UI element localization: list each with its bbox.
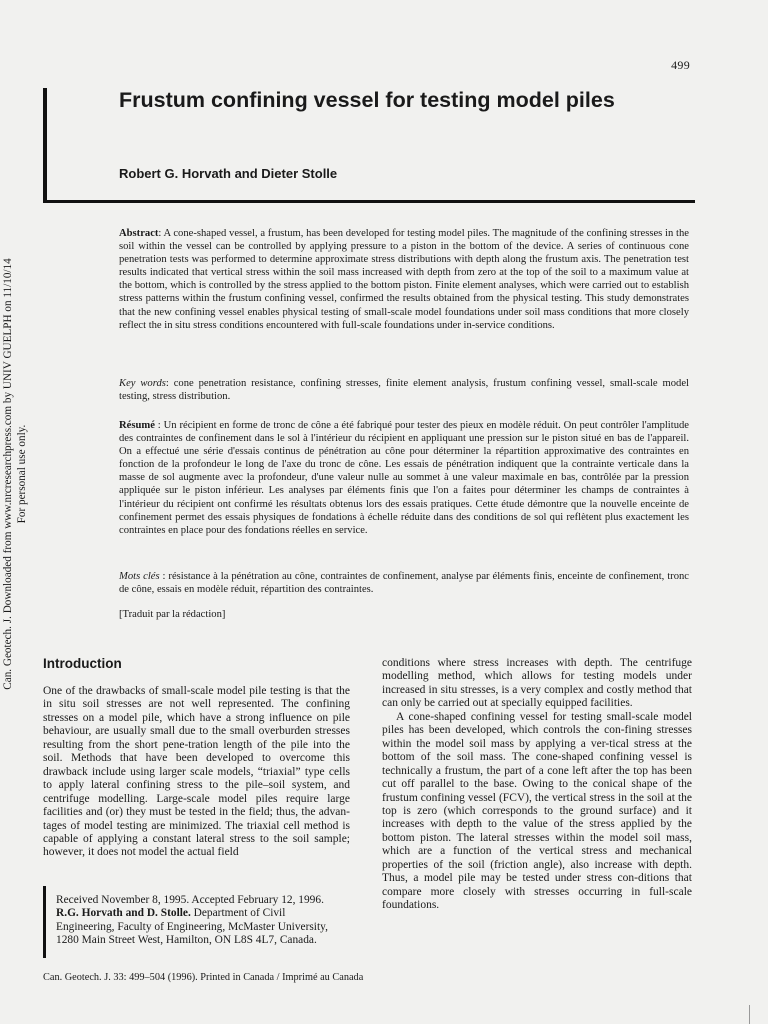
affiliation-line2: Engineering, Faculty of Engineering, McMaster University, bbox=[56, 920, 328, 933]
intro-paragraph-1: One of the drawbacks of small-scale model pile testing is that the in situ soil stresses are not well represented. The confining stresses on a model pile, which have a strong influence on pile behaviour, are usually small due to the small overburden stresses resulting from the short pene-tration length of the pile into the soil. Methods that have been developed to overcome this drawback include using larger scale models, “triaxial” type cells to apply lateral confining stress to the pile–soil system, and centrifuge modelling. Large-scale model piles require large facilities and (or) they must be tested in the field; thus, the advan-tages of model testing are minimized. The triaxial cell method is capable of applying a constant lateral stress to the soil sample; however, it does not model the actual field bbox=[43, 685, 350, 859]
affiliation-names: R.G. Horvath and D. Stolle. bbox=[56, 907, 191, 920]
received-dates: Received November 8, 1995. Accepted February 12, 1996. bbox=[56, 894, 324, 906]
journal-reference: Can. Geotech. J. 33: 499–504 (1996). Printed in Canada / Imprimé au Canada bbox=[43, 972, 364, 983]
abstract bbox=[119, 227, 689, 332]
download-notice-line1: Can. Geotech. J. Downloaded from www.nrcresearchpress.com by UNIV GUELPH on 11/10/14 bbox=[2, 258, 14, 690]
download-notice bbox=[1, 244, 29, 704]
article-title: Frustum confining vessel for testing model piles bbox=[119, 88, 615, 112]
intro-right-column bbox=[382, 657, 692, 913]
keywords-text: : cone penetration resistance, confining stresses, finite element analysis, frustum confining vessel, small-scale model testing, stress distribution. bbox=[119, 378, 689, 403]
resume bbox=[119, 419, 689, 537]
keywords-label: Key words bbox=[119, 378, 166, 389]
affiliation-line3: 1280 Main Street West, Hamilton, ON L8S 4L7, Canada. bbox=[56, 933, 317, 946]
page-edge-mark bbox=[749, 1005, 750, 1024]
mots-cles-label: Mots clés bbox=[119, 571, 160, 582]
resume-label: Résumé bbox=[119, 420, 155, 431]
footnote-rule bbox=[43, 886, 46, 958]
author-affiliation bbox=[56, 907, 356, 920]
mots-cles bbox=[119, 570, 689, 596]
intro-left-column bbox=[43, 685, 350, 860]
intro-paragraph-3: A cone-shaped confining vessel for testing small-scale model piles has been developed, which controls the con-fining stresses within the model soil mass by applying a ver-tical stress at the bottom of the soil mass. The cone-shaped confining vessel is technically a frustum, the part of a cone left after the top has been cut off parallel to the base. Owing to the conical shape of the frustum confining vessel (FCV), the vertical stress in the soil at the top is zero (which corresponds to the ground surface) and it increases with depth to the value of the stress applied by the bottom piston. The lateral stresses within the model soil mass, which are a function of the vertical stress and mechanical properties of the soil (friction angle), also increase with depth. Thus, a model pile may be tested under stress con-ditions that compare more closely with stresses occurring in full-scale foundations. bbox=[382, 710, 692, 912]
affiliation-line1: Department of Civil bbox=[190, 907, 286, 920]
intro-paragraph-2: conditions where stress increases with depth. The centrifuge modelling method, which allows for testing models under increased in situ stresses, is a very complex and costly method that can only be carried out at specially equipped facilities. bbox=[382, 657, 692, 710]
resume-text: : Un récipient en forme de tronc de cône a été fabriqué pour tester des pieux en modèle réduit. On peut contrôler l'amplitude des contraintes de confinement dans le sol à l'intérieur du récipient en appliquant une pression sur le piston situé en bas de l'appareil. On a effectué une série d'essais continus de pénétration au cône pour déterminer la répartition approximative des contraintes en fonction de la profondeur le long de l'axe du tronc de cône. Les essais de pénétration indiquent que la contrainte verticale dans la masse de sol augmente avec la profondeur, d'une valeur nulle au sommet à une valeur maximale en bas, contrôlée par la pression appliquée sur le piston inférieur. Les analyses par éléments finis que l'on a faites pour déterminer les champs de contraintes à l'intérieur du récipient ont confirmé les résultats obtenus lors des essais pratiques. Cette étude démontre que la nouvelle enceinte de confinement permet des essais physiques de fondations à échelle réduite dans des conditions de sol qui reflètent plus exactement les contraintes en place pour des fondations réelles en service. bbox=[119, 420, 689, 536]
abstract-text: : A cone-shaped vessel, a frustum, has been developed for testing model piles. The magnitude of the confining stresses in the soil within the vessel can be controlled by applying pressure to a piston in the bottom of the device. A series of continuous cone penetration tests was performed to determine approximate stress distributions with depth along the frustum axis. The penetration test results indicated that vertical stress within the soil mass increased with depth from zero at the top of the soil to a maximum value at the bottom, which is controlled by the stress applied to the bottom piston. Finite element analyses, which were carried out to establish stress patterns within the frustum confining vessel, confirmed the results obtained from the physical testing. This study demonstrates that the new confining vessel enables physical testing of small-scale model foundations under soil mass conditions that more closely reflect the in situ stress conditions encountered with full-scale foundations under in-service conditions. bbox=[119, 228, 689, 331]
download-notice-line2: For personal use only. bbox=[16, 424, 28, 524]
mots-cles-text: : résistance à la pénétration au cône, contraintes de confinement, analyse par éléments finis, enceinte de confinement, tronc de cône, essais en modèle réduit, répartition des contraintes. bbox=[119, 571, 689, 596]
translation-note: [Traduit par la rédaction] bbox=[119, 609, 226, 620]
title-rule bbox=[43, 200, 695, 203]
page-number: 499 bbox=[671, 58, 690, 72]
authors: Robert G. Horvath and Dieter Stolle bbox=[119, 166, 338, 181]
introduction-heading: Introduction bbox=[43, 656, 122, 671]
abstract-label: Abstract bbox=[119, 228, 159, 239]
footnote bbox=[56, 894, 356, 947]
title-side-rule bbox=[43, 88, 47, 202]
keywords bbox=[119, 377, 689, 403]
